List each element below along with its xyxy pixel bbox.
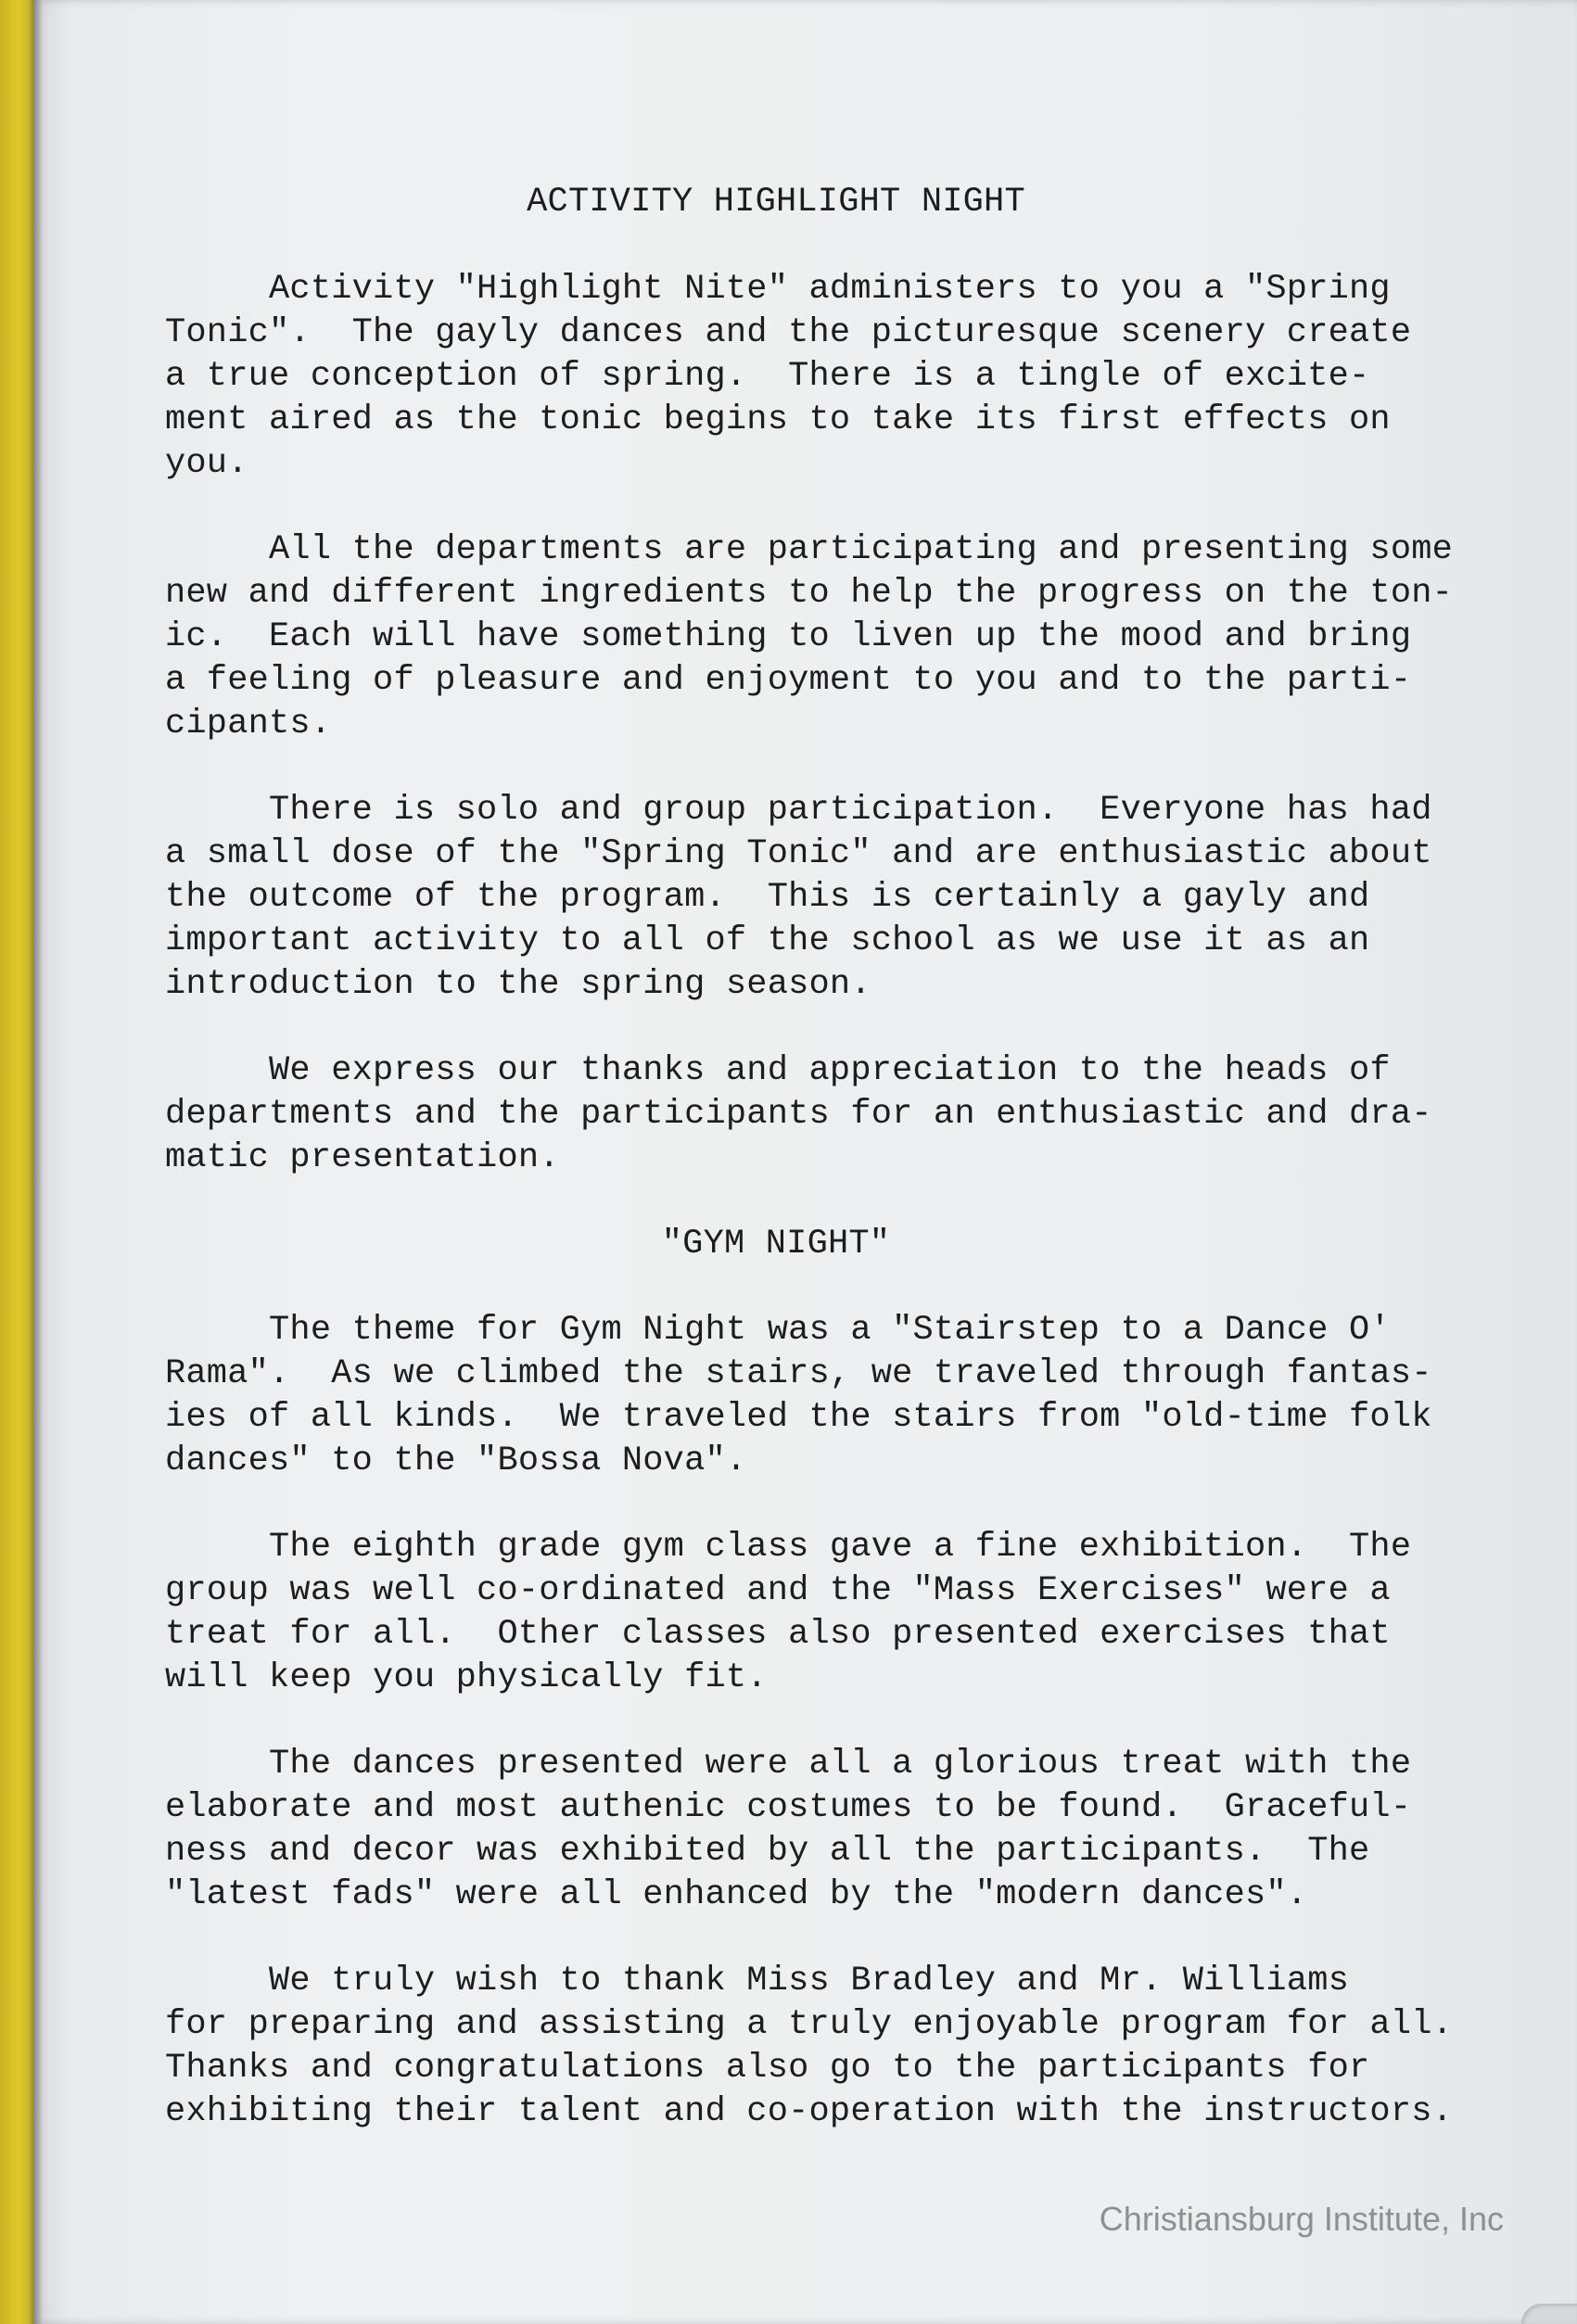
page-corner bbox=[1521, 2304, 1577, 2324]
text-line: The theme for Gym Night was a "Stairstep to a Dance O' bbox=[165, 1311, 1391, 1350]
text-line: you. bbox=[165, 444, 248, 483]
text-line: "latest fads" were all enhanced by the "modern dances". bbox=[165, 1875, 1308, 1914]
text-line: introduction to the spring season. bbox=[165, 965, 871, 1004]
text-line: There is solo and group participation. Everyone has had bbox=[165, 791, 1432, 830]
text-line: for preparing and assisting a truly enjoyable program for all. bbox=[165, 2005, 1454, 2044]
text-line: a small dose of the "Spring Tonic" and are enthusiastic about bbox=[165, 834, 1432, 873]
section-heading-activity-highlight-night: ACTIVITY HIGHLIGHT NIGHT bbox=[527, 183, 1025, 222]
text-line: ies of all kinds. We traveled the stairs from "old-time folk bbox=[165, 1398, 1432, 1437]
page-edge-shadow bbox=[33, 0, 43, 2324]
yellow-binding-strip bbox=[0, 0, 33, 2324]
text-line: Thanks and congratulations also go to the participants for bbox=[165, 2049, 1370, 2088]
text-line: We express our thanks and appreciation to the heads of bbox=[165, 1051, 1391, 1090]
document-body bbox=[165, 181, 1537, 2134]
text-line: matic presentation. bbox=[165, 1138, 560, 1177]
text-line: important activity to all of the school as we use it as an bbox=[165, 921, 1370, 960]
paragraph bbox=[165, 1960, 1537, 2134]
text-line: Activity "Highlight Nite" administers to you a "Spring bbox=[165, 270, 1391, 309]
paragraph bbox=[165, 1526, 1537, 1700]
text-line: We truly wish to thank Miss Bradley and Mr. Williams bbox=[165, 1962, 1350, 2000]
text-line: will keep you physically fit. bbox=[165, 1658, 768, 1697]
paragraph bbox=[165, 1309, 1537, 1483]
text-line: ic. Each will have something to liven up the mood and bring bbox=[165, 617, 1412, 656]
text-line: elaborate and most authenic costumes to be found. Graceful- bbox=[165, 1788, 1412, 1827]
text-line: treat for all. Other classes also presented exercises that bbox=[165, 1615, 1391, 1654]
text-line: dances" to the "Bossa Nova". bbox=[165, 1441, 747, 1480]
text-line: a feeling of pleasure and enjoyment to you and to the parti- bbox=[165, 661, 1412, 700]
text-line: Tonic". The gayly dances and the picturesque scenery create bbox=[165, 313, 1412, 352]
text-line: a true conception of spring. There is a tingle of excite- bbox=[165, 357, 1370, 396]
text-line: ness and decor was exhibited by all the participants. The bbox=[165, 1832, 1370, 1871]
text-line: new and different ingredients to help the progress on the ton- bbox=[165, 574, 1454, 613]
text-line: The dances presented were all a glorious treat with the bbox=[165, 1745, 1412, 1784]
paragraph bbox=[165, 528, 1537, 746]
paragraph bbox=[165, 1049, 1537, 1180]
text-line: departments and the participants for an enthusiastic and dra- bbox=[165, 1095, 1432, 1134]
text-line: The eighth grade gym class gave a fine exhibition. The bbox=[165, 1528, 1412, 1567]
paragraph bbox=[165, 1743, 1537, 1917]
text-line: the outcome of the program. This is certainly a gayly and bbox=[165, 878, 1370, 917]
text-line: cipants. bbox=[165, 705, 332, 743]
paragraph bbox=[165, 789, 1537, 1007]
paragraph bbox=[165, 268, 1537, 486]
section-heading-gym-night: "GYM NIGHT" bbox=[661, 1225, 891, 1264]
text-line: group was well co-ordinated and the "Mass Exercises" were a bbox=[165, 1571, 1391, 1610]
text-line: All the departments are participating and presenting some bbox=[165, 530, 1454, 569]
watermark: Christiansburg Institute, Inc bbox=[1099, 2200, 1504, 2238]
text-line: Rama". As we climbed the stairs, we traveled through fantas- bbox=[165, 1354, 1432, 1393]
text-line: exhibiting their talent and co-operation with the instructors. bbox=[165, 2092, 1454, 2131]
text-line: ment aired as the tonic begins to take its first effects on bbox=[165, 400, 1391, 439]
